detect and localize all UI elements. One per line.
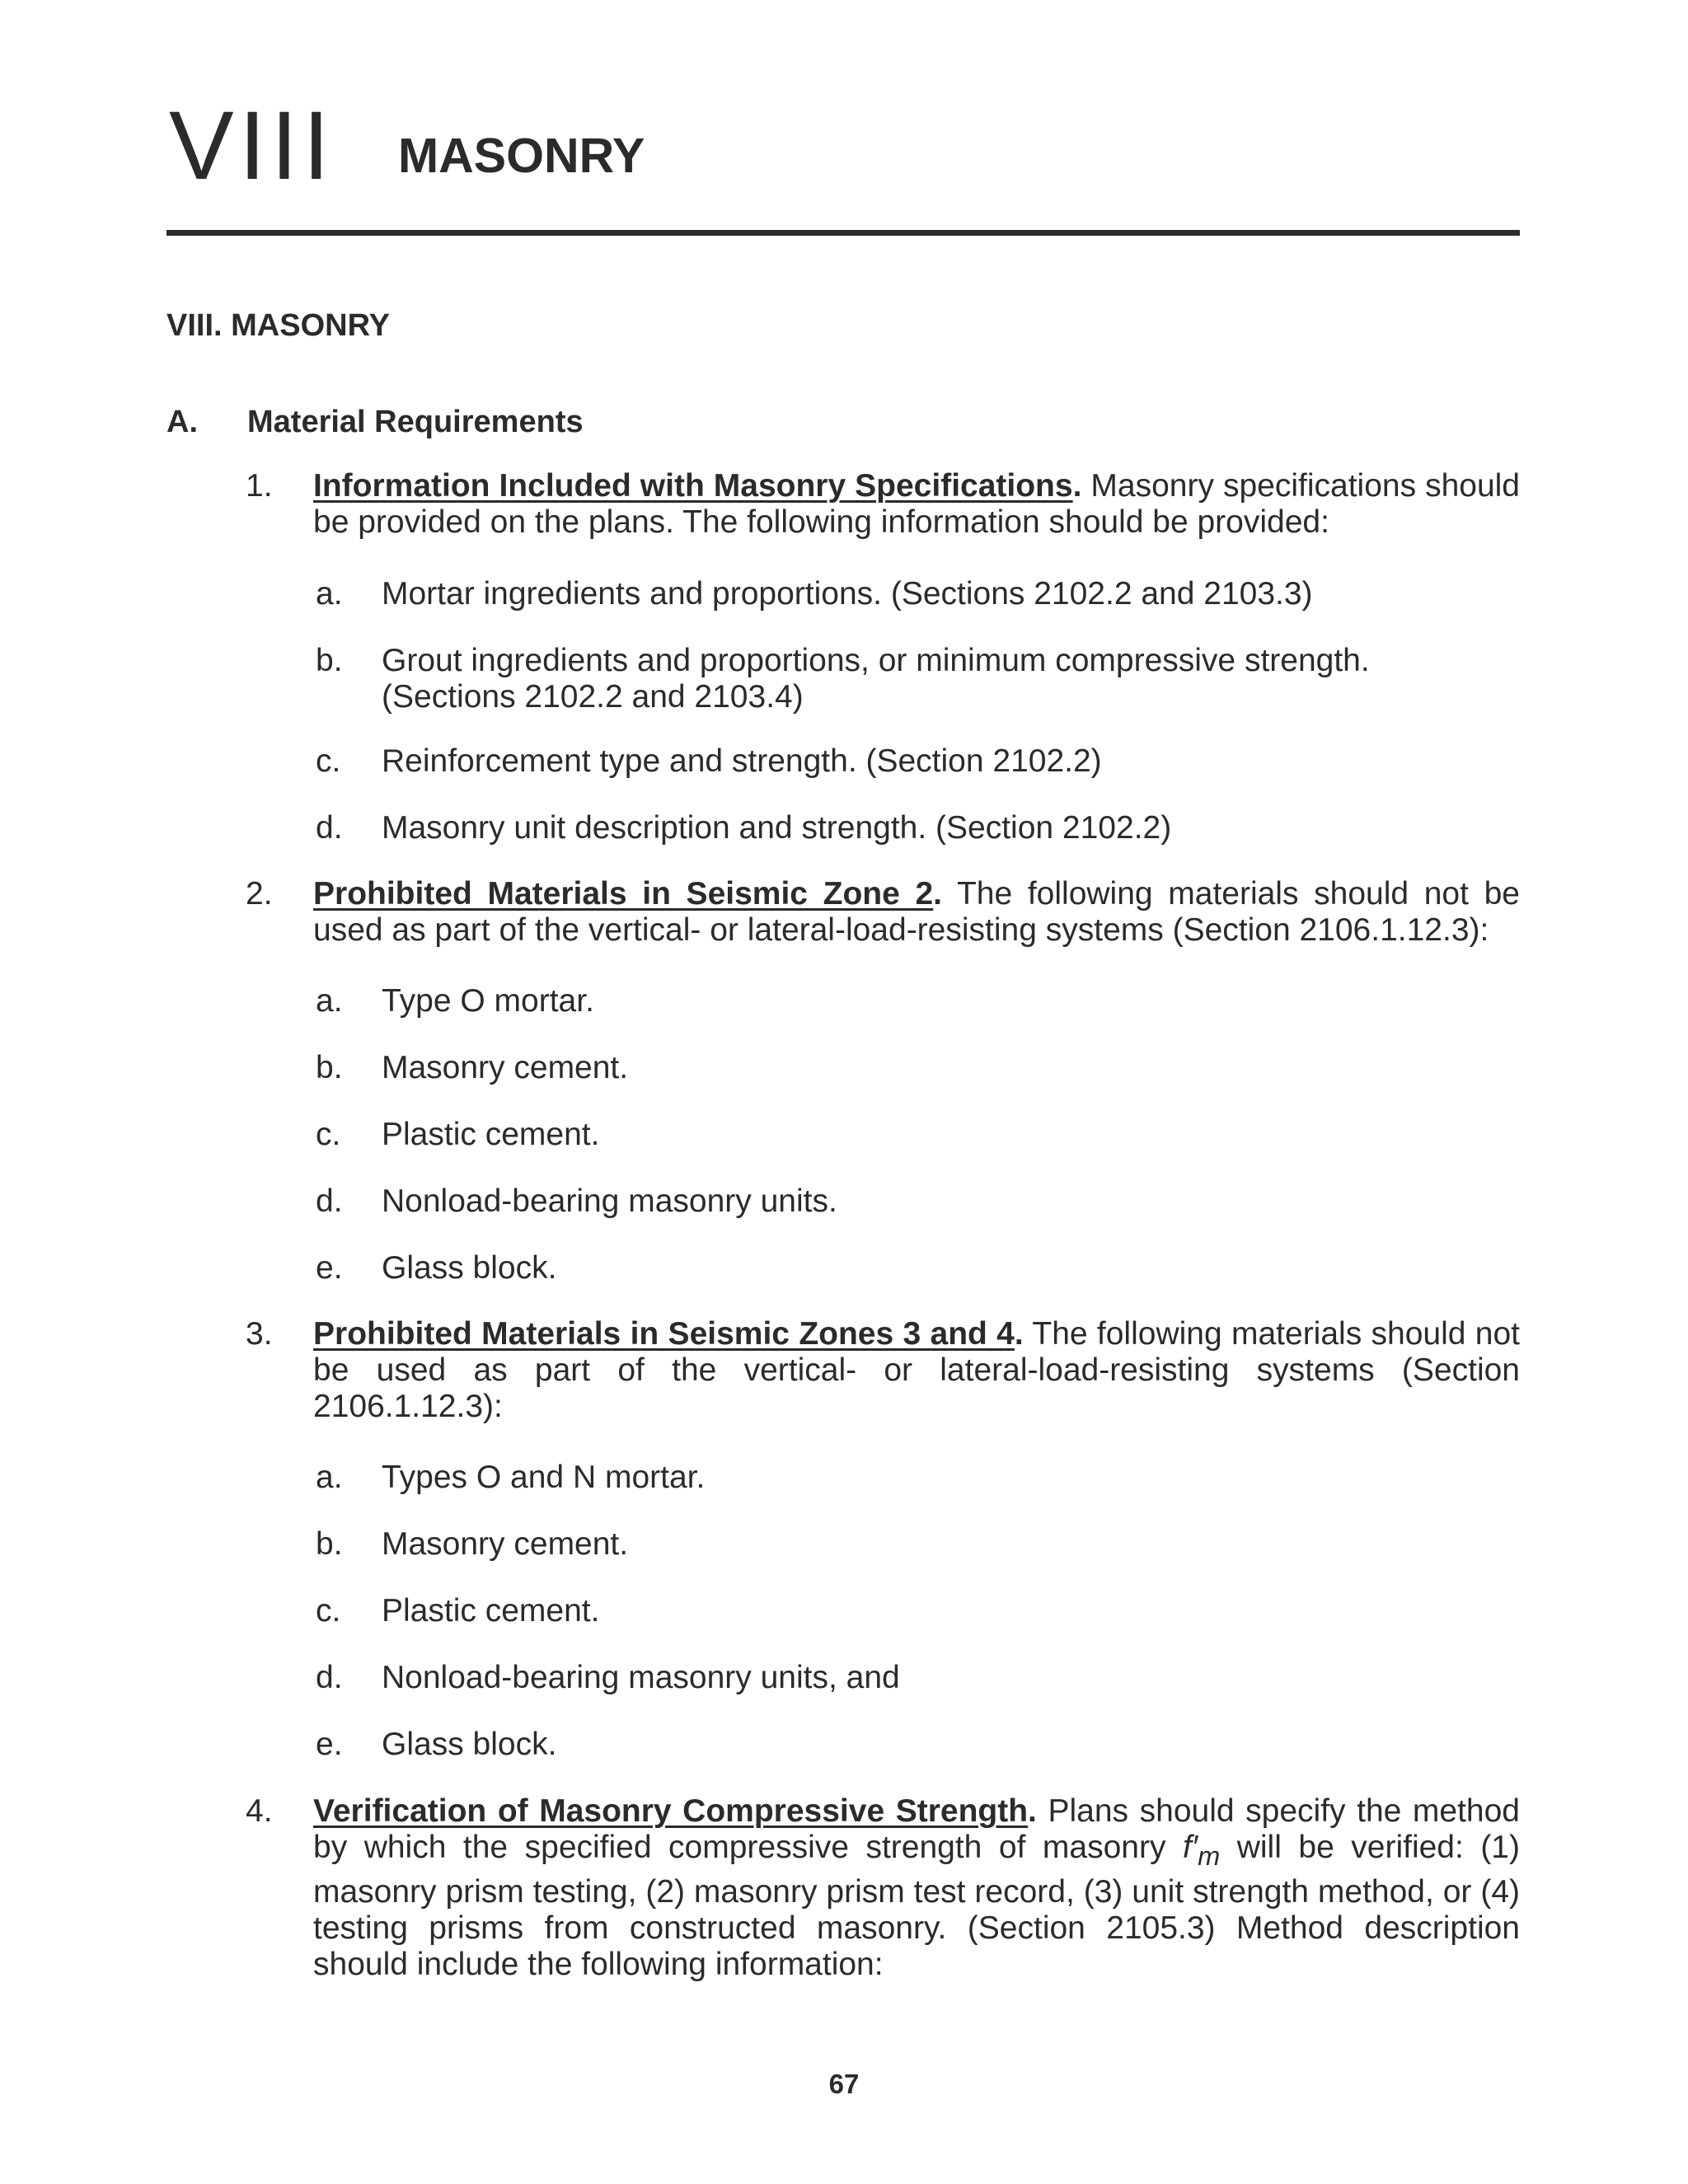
- sub-item-letter: a.: [316, 576, 343, 612]
- list-item: [246, 1793, 1520, 1983]
- item-paragraph: Information Included with Masonry Specifications. Masonry specifications should be provided on the plans. The following information should be provided:: [313, 468, 1520, 540]
- sub-item-text: Nonload-bearing masonry units, and: [382, 1660, 900, 1695]
- sub-item-text: Nonload-bearing masonry units.: [382, 1183, 837, 1219]
- item-number: 4.: [246, 1793, 273, 1829]
- sub-item-letter: a.: [316, 983, 343, 1019]
- chapter-title: MASONRY: [398, 129, 645, 183]
- chapter-divider: [166, 230, 1520, 236]
- sub-item: [316, 1660, 1520, 1696]
- list-item: [246, 468, 1520, 541]
- subsection-heading: [166, 406, 584, 438]
- item-paragraph: Prohibited Materials in Seismic Zone 2. The following materials should not be used as part of the vertical- or lateral-load-resisting systems (Section 2106.1.12.3):: [313, 876, 1520, 948]
- sub-item-text: Glass block.: [382, 1727, 557, 1762]
- page-number: 67: [828, 2069, 860, 2099]
- sub-item: [316, 810, 1520, 846]
- sub-item: [316, 1526, 1520, 1563]
- item-text: The following materials should not be used as part of the vertical- or lateral-load-resisting systems (Section 2106.1.12.3):: [313, 1316, 1521, 1424]
- sub-item: [316, 643, 1520, 715]
- sub-item-letter: e.: [316, 1250, 343, 1286]
- sub-item-text: Masonry unit description and strength. (Section 2102.2): [382, 810, 1172, 846]
- sub-item: [316, 983, 1520, 1019]
- sub-item-letter: c.: [316, 1117, 341, 1152]
- sub-item: [316, 1460, 1520, 1496]
- list-item: [246, 876, 1520, 949]
- sub-item-letter: b.: [316, 1526, 343, 1562]
- item-number: 3.: [246, 1316, 273, 1352]
- sub-item-letter: a.: [316, 1460, 343, 1495]
- list-item: [246, 1316, 1520, 1425]
- sub-item: [316, 1117, 1520, 1153]
- sub-item: [316, 743, 1520, 780]
- sub-item: [316, 1050, 1520, 1086]
- sub-item: [316, 1250, 1520, 1286]
- item-paragraph: Prohibited Materials in Seismic Zones 3 and 4. The following materials should not be used as part of the vertical- or lateral-load-resisting systems (Section 2106.1.12.3):: [313, 1316, 1521, 1424]
- sub-item-letter: d.: [316, 1660, 343, 1695]
- item-lead: Prohibited Materials in Seismic Zone 2: [313, 876, 934, 912]
- sub-item-letter: c.: [316, 1593, 341, 1629]
- item-lead: Information Included with Masonry Specifications: [313, 468, 1073, 504]
- item-number: 2.: [246, 876, 273, 912]
- item-text-continued: will be verified: (1) masonry prism testing, (2) masonry prism test record, (3) unit strength method, or (4) testing prisms from constructed masonry. (Section 2105.3) Method description should include the following information:: [313, 1830, 1520, 1982]
- sub-item-letter: e.: [316, 1727, 343, 1762]
- sub-item-text: Type O mortar.: [382, 983, 594, 1019]
- sub-item-letter: d.: [316, 1183, 343, 1219]
- subsection-letter: A.: [166, 405, 198, 439]
- sub-item-text: Plastic cement.: [382, 1593, 600, 1629]
- sub-item-text: Grout ingredients and proportions, or minimum compressive strength. (Sections 2102.2 and 2103.4): [382, 643, 1370, 715]
- sub-item: [316, 1183, 1520, 1220]
- sub-item-letter: b.: [316, 1050, 343, 1085]
- item-text: The following materials should not be used as part of the vertical- or lateral-load-resisting systems (Section 2106.1.12.3):: [313, 876, 1520, 948]
- chapter-numeral: VIII: [169, 91, 335, 200]
- sub-item-text: Masonry cement.: [382, 1050, 629, 1085]
- sub-item-letter: c.: [316, 743, 341, 779]
- sub-item: [316, 1593, 1520, 1629]
- item-text: Masonry specifications should be provided on the plans. The following information should be provided:: [313, 468, 1520, 540]
- item-text: Plans should specify the method by which the specified compressive strength of masonry: [313, 1793, 1520, 1865]
- section-heading: VIII. MASONRY: [166, 308, 390, 343]
- sub-item: [316, 1727, 1520, 1763]
- sub-item-letter: d.: [316, 810, 343, 846]
- sub-item-text: Masonry cement.: [382, 1526, 629, 1562]
- sub-item-letter: b.: [316, 643, 343, 678]
- sub-item-text: Reinforcement type and strength. (Section 2102.2): [382, 743, 1102, 779]
- sub-item: [316, 576, 1520, 612]
- compressive-strength-symbol: $f'_m$: [1182, 1830, 1221, 1871]
- item-number: 1.: [246, 468, 273, 504]
- subsection-title: Material Requirements: [247, 405, 584, 439]
- item-lead: Prohibited Materials in Seismic Zones 3 and 4: [313, 1316, 1015, 1352]
- item-paragraph: Verification of Masonry Compressive Strength. Plans should specify the method by which the specified compressive strength of masonry $f'_m$ will be verified: (1) masonry prism testing, (2) masonry prism test record, (3) unit strength method, or (4) testing prisms from constructed masonry. (Section 2105.3) Method description should include the following information:: [313, 1793, 1520, 1982]
- sub-item-text: Plastic cement.: [382, 1117, 600, 1152]
- sub-item-text: Mortar ingredients and proportions. (Sections 2102.2 and 2103.3): [382, 576, 1313, 612]
- sub-item-text: Types O and N mortar.: [382, 1460, 706, 1495]
- sub-item-text: Glass block.: [382, 1250, 557, 1286]
- item-lead: Verification of Masonry Compressive Strength: [313, 1793, 1029, 1829]
